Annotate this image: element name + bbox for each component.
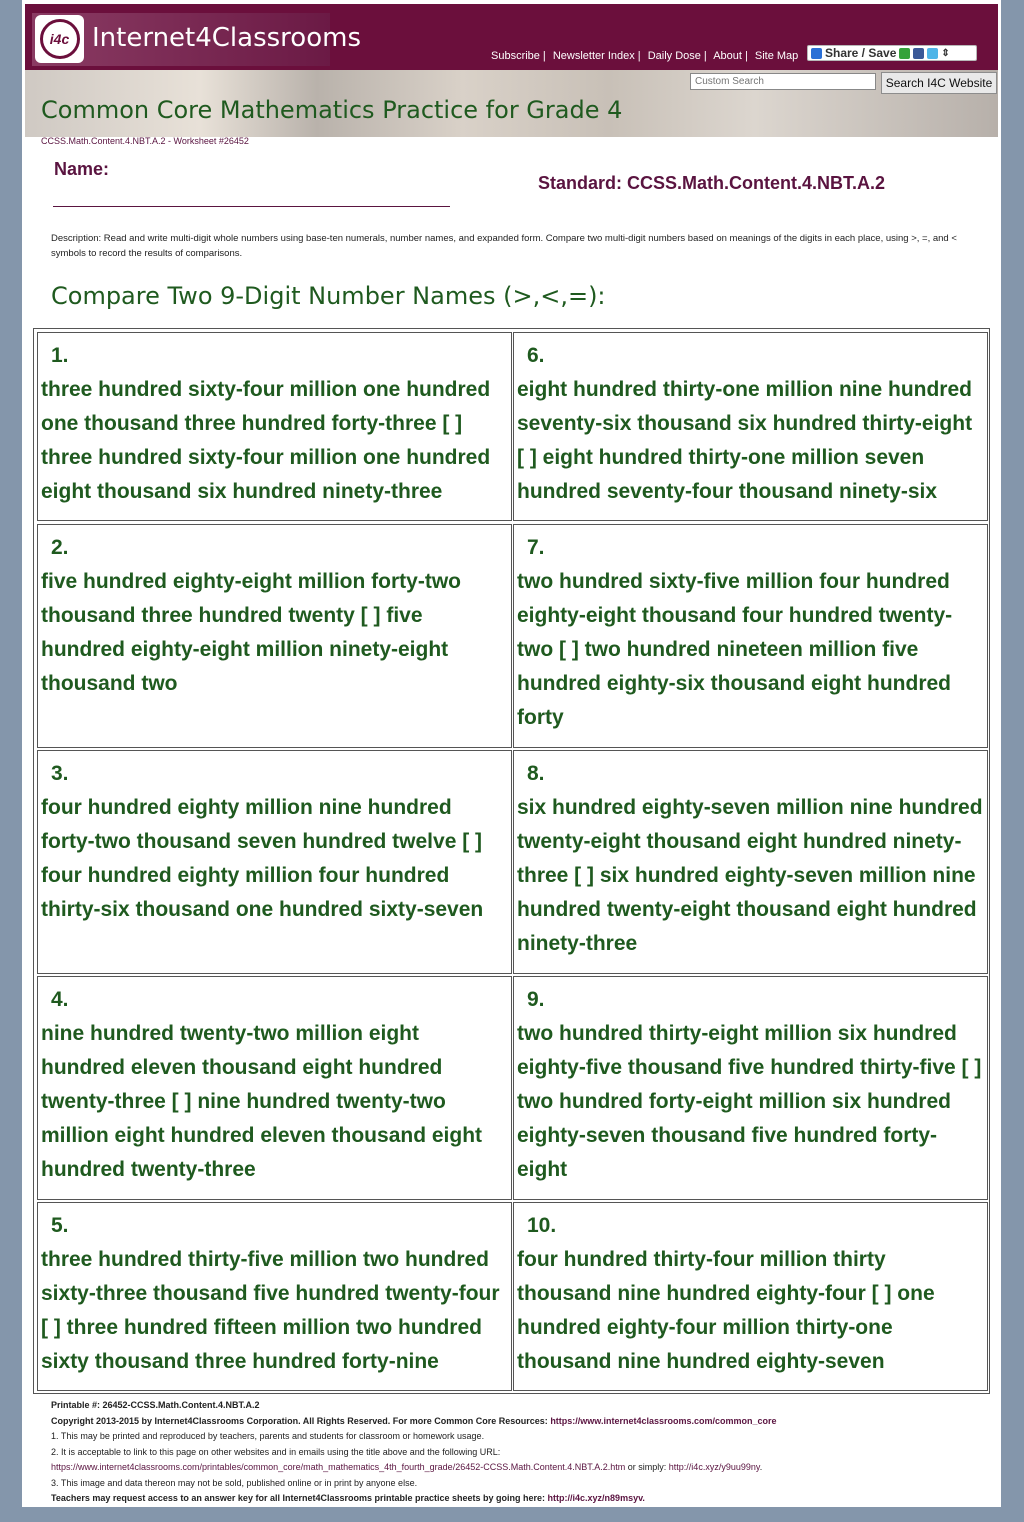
problem-text: four hundred thirty-four million thirty thousand nine hundred eighty-four [ ] one hundred eighty-four million thirty-one thousand nine hundred eighty-seven: [517, 1248, 935, 1373]
site-logo[interactable]: [32, 13, 361, 66]
problem-number: 8.: [527, 762, 545, 785]
problem-number: 9.: [527, 988, 545, 1011]
name-label: Name:: [54, 159, 110, 179]
problem-cell-3: [37, 750, 512, 974]
problem-number: 3.: [51, 762, 69, 785]
top-nav: Subscribe | Newsletter Index | Daily Dose | About | Site Map: [491, 50, 799, 62]
email-icon: [899, 48, 910, 59]
problem-text: three hundred thirty-five million two hundred sixty-three thousand five hundred twenty-four [ ] three hundred fifteen million two hundred sixty thousand three hundred forty-nine: [41, 1248, 500, 1373]
url-or-text: or simply:: [625, 1462, 669, 1472]
twitter-icon: [927, 48, 938, 59]
breadcrumb: CCSS.Math.Content.4.NBT.A.2 - Worksheet #26452: [41, 136, 249, 146]
problem-text: six hundred eighty-seven million nine hundred twenty-eight thousand eight hundred ninety-three [ ] six hundred eighty-seven million nine hundred twenty-eight thousand eight hundred ninety-three: [517, 796, 983, 955]
problem-text: two hundred sixty-five million four hundred eighty-eight thousand four hundred twenty-two [ ] two hundred nineteen million five hundred eighty-six thousand eight hundred forty: [517, 570, 953, 729]
nav-site-map[interactable]: Site Map: [754, 50, 799, 62]
url-line: https://www.internet4classrooms.com/printables/common_core/math_mathematics_4th_fourth_grade/26452-CCSS.Math.Content.4.NBT.A.2.htm or simply: http://i4c.xyz/y9uu99ny.: [51, 1462, 763, 1472]
problem-number: 1.: [51, 344, 69, 367]
nav-subscribe[interactable]: Subscribe: [491, 50, 540, 62]
problem-cell-6: [513, 332, 988, 521]
answer-key-text: Teachers may request access to an answer key for all Internet4Classrooms printable practice sheets by going here:: [51, 1493, 546, 1503]
common-core-link[interactable]: https://www.internet4classrooms.com/common_core: [550, 1415, 777, 1426]
search-button[interactable]: Search I4C Website: [881, 72, 997, 94]
problem-cell-2: [37, 524, 512, 748]
problem-text: two hundred thirty-eight million six hundred eighty-five thousand five hundred thirty-five [ ] two hundred forty-eight million six hundred eighty-seven thousand five hundred forty-eight: [517, 1022, 982, 1181]
footer: [51, 1398, 991, 1507]
worksheet-page: [22, 0, 1001, 1507]
problem-number: 7.: [527, 536, 545, 559]
i4c-logo-icon: i4c: [35, 15, 84, 63]
problem-cell-4: [37, 976, 512, 1200]
problem-text: eight hundred thirty-one million nine hundred seventy-six thousand six hundred thirty-eight [ ] eight hundred thirty-one million seven hundred seventy-four thousand ninety-six: [517, 378, 973, 503]
printable-number: Printable #: 26452-CCSS.Math.Content.4.NBT.A.2: [51, 1400, 260, 1410]
copyright-line: [51, 1414, 991, 1430]
problem-number: 2.: [51, 536, 69, 559]
copyright-text: Copyright 2013-2015 by Internet4Classrooms Corporation. All Rights Reserved. For more Common Core Resources:: [51, 1415, 548, 1426]
problem-cell-8: [513, 750, 988, 974]
problem-text: four hundred eighty million nine hundred forty-two thousand seven hundred twelve [ ] four hundred eighty million four hundred thirty-six thousand one hundred sixty-seven: [41, 796, 484, 921]
problem-text: nine hundred twenty-two million eight hundred eleven thousand eight hundred twenty-three [ ] nine hundred twenty-two million eight hundred eleven thousand eight hundred twenty-three: [41, 1022, 483, 1181]
answer-key-line: [51, 1491, 991, 1507]
nav-newsletter-index[interactable]: Newsletter Index: [552, 50, 635, 62]
share-plus-icon: [811, 48, 822, 59]
share-label: Share / Save: [825, 46, 897, 60]
share-save-button[interactable]: [807, 45, 977, 61]
problem-number: 6.: [527, 344, 545, 367]
problem-number: 4.: [51, 988, 69, 1011]
answer-key-link[interactable]: http://i4c.xyz/n89msyv.: [547, 1493, 645, 1503]
problem-cell-9: [513, 976, 988, 1200]
site-header: [25, 4, 998, 70]
problem-text: three hundred sixty-four million one hundred one thousand three hundred forty-three [ ] three hundred sixty-four million one hundred eight thousand six hundred ninety-three: [41, 378, 491, 503]
search-input[interactable]: [690, 73, 876, 90]
usage-note-3: 3. This image and data thereon may not be sold, published online or in print by anyone else.: [51, 1477, 418, 1488]
page-title: Common Core Mathematics Practice for Grade 4: [41, 96, 623, 124]
problem-cell-5: [37, 1202, 512, 1391]
problem-cell-10: [513, 1202, 988, 1391]
problem-cell-7: [513, 524, 988, 748]
problem-number: 5.: [51, 1214, 69, 1237]
description: Description: Read and write multi-digit whole numbers using base-ten numerals, number names, and expanded form. Compare two multi-digit numbers based on meanings of the digits in each place, using >, =, and < symbols to record the results of comparisons.: [51, 233, 957, 259]
nav-daily-dose[interactable]: Daily Dose: [647, 50, 701, 62]
problem-text: five hundred eighty-eight million forty-two thousand three hundred twenty [ ] five hundred eighty-eight million ninety-eight thousand two: [41, 570, 461, 695]
problem-number: 10.: [527, 1214, 557, 1237]
usage-note-1: 1. This may be printed and reproduced by teachers, parents and students for classroom or homework usage.: [51, 1431, 485, 1441]
logo-text: Internet4Classrooms: [92, 23, 361, 53]
worksheet-url-link[interactable]: https://www.internet4classrooms.com/printables/common_core/math_mathematics_4th_fourth_grade/26452-CCSS.Math.Content.4.NBT.A.2.htm: [51, 1462, 626, 1472]
standard-label: Standard: CCSS.Math.Content.4.NBT.A.2: [538, 173, 886, 193]
name-line: [53, 206, 450, 207]
facebook-icon: [913, 48, 924, 59]
section-title: Compare Two 9-Digit Number Names (>,<,=):: [51, 282, 606, 310]
nav-about[interactable]: About: [713, 50, 742, 62]
problem-cell-1: [37, 332, 512, 521]
chevron-updown-icon: ⇕: [941, 47, 950, 59]
usage-note-2: 2. It is acceptable to link to this page on other websites and in emails using the title above and the following URL:: [51, 1446, 501, 1457]
short-url-link[interactable]: http://i4c.xyz/y9uu99ny: [668, 1462, 760, 1472]
problems-grid: [33, 328, 990, 1394]
